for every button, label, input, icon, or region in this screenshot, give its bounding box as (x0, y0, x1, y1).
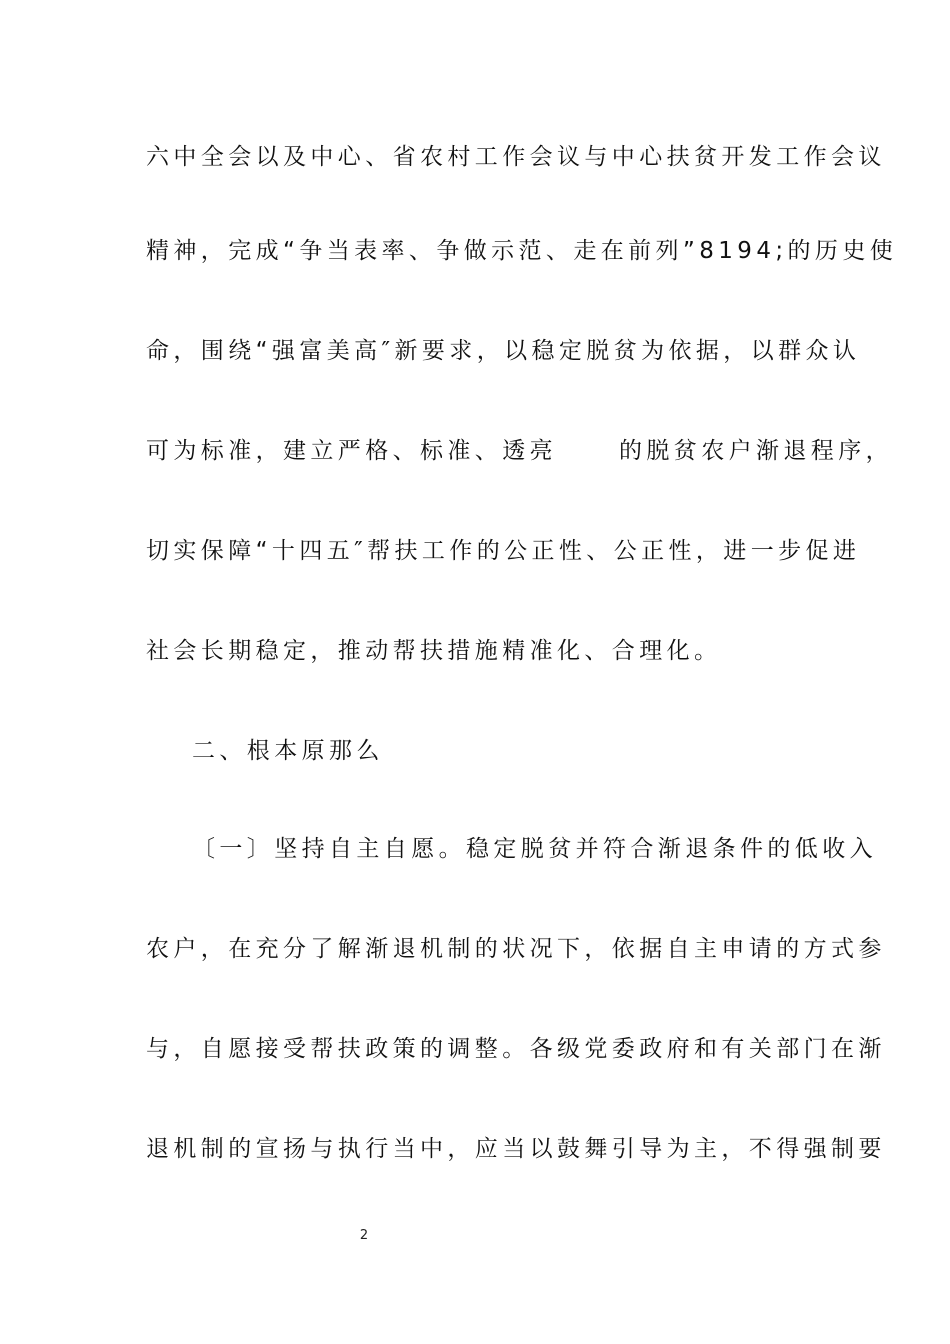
paragraph-line: 切实保障“十四五″帮扶工作的公正性、公正性，进一步促进 (146, 538, 861, 564)
line-segment: 可为标准，建立严格、标准、透亮 (146, 438, 557, 464)
page-number: 2 (359, 1228, 369, 1243)
paragraph-line (146, 436, 893, 466)
paragraph-line: 与，自愿接受帮扶政策的调整。各级党委政府和有关部门在渐 (146, 1036, 886, 1062)
paragraph-line: 社会长期稳定，推动帮扶措施精准化、合理化。 (146, 638, 722, 664)
paragraph-line: 六中全会以及中心、省农村工作会议与中心扶贫开发工作会议 (146, 144, 886, 170)
paragraph-line: 精神，完成“争当表率、争做示范、走在前列”8194;的历史使 (146, 238, 898, 264)
paragraph-line: 〔一〕坚持自主自愿。稳定脱贫并符合渐退条件的低收入 (192, 836, 877, 862)
line-segment: 的脱贫农户渐退程序， (619, 438, 893, 464)
paragraph-line: 命，围绕“强富美高″新要求，以稳定脱贫为依据，以群众认 (146, 338, 861, 364)
paragraph-line: 农户，在充分了解渐退机制的状况下，依据自主申请的方式参 (146, 936, 886, 962)
paragraph-line: 退机制的宣扬与执行当中，应当以鼓舞引导为主，不得强制要 (146, 1136, 886, 1162)
section-heading: 二、根本原那么 (192, 738, 384, 764)
